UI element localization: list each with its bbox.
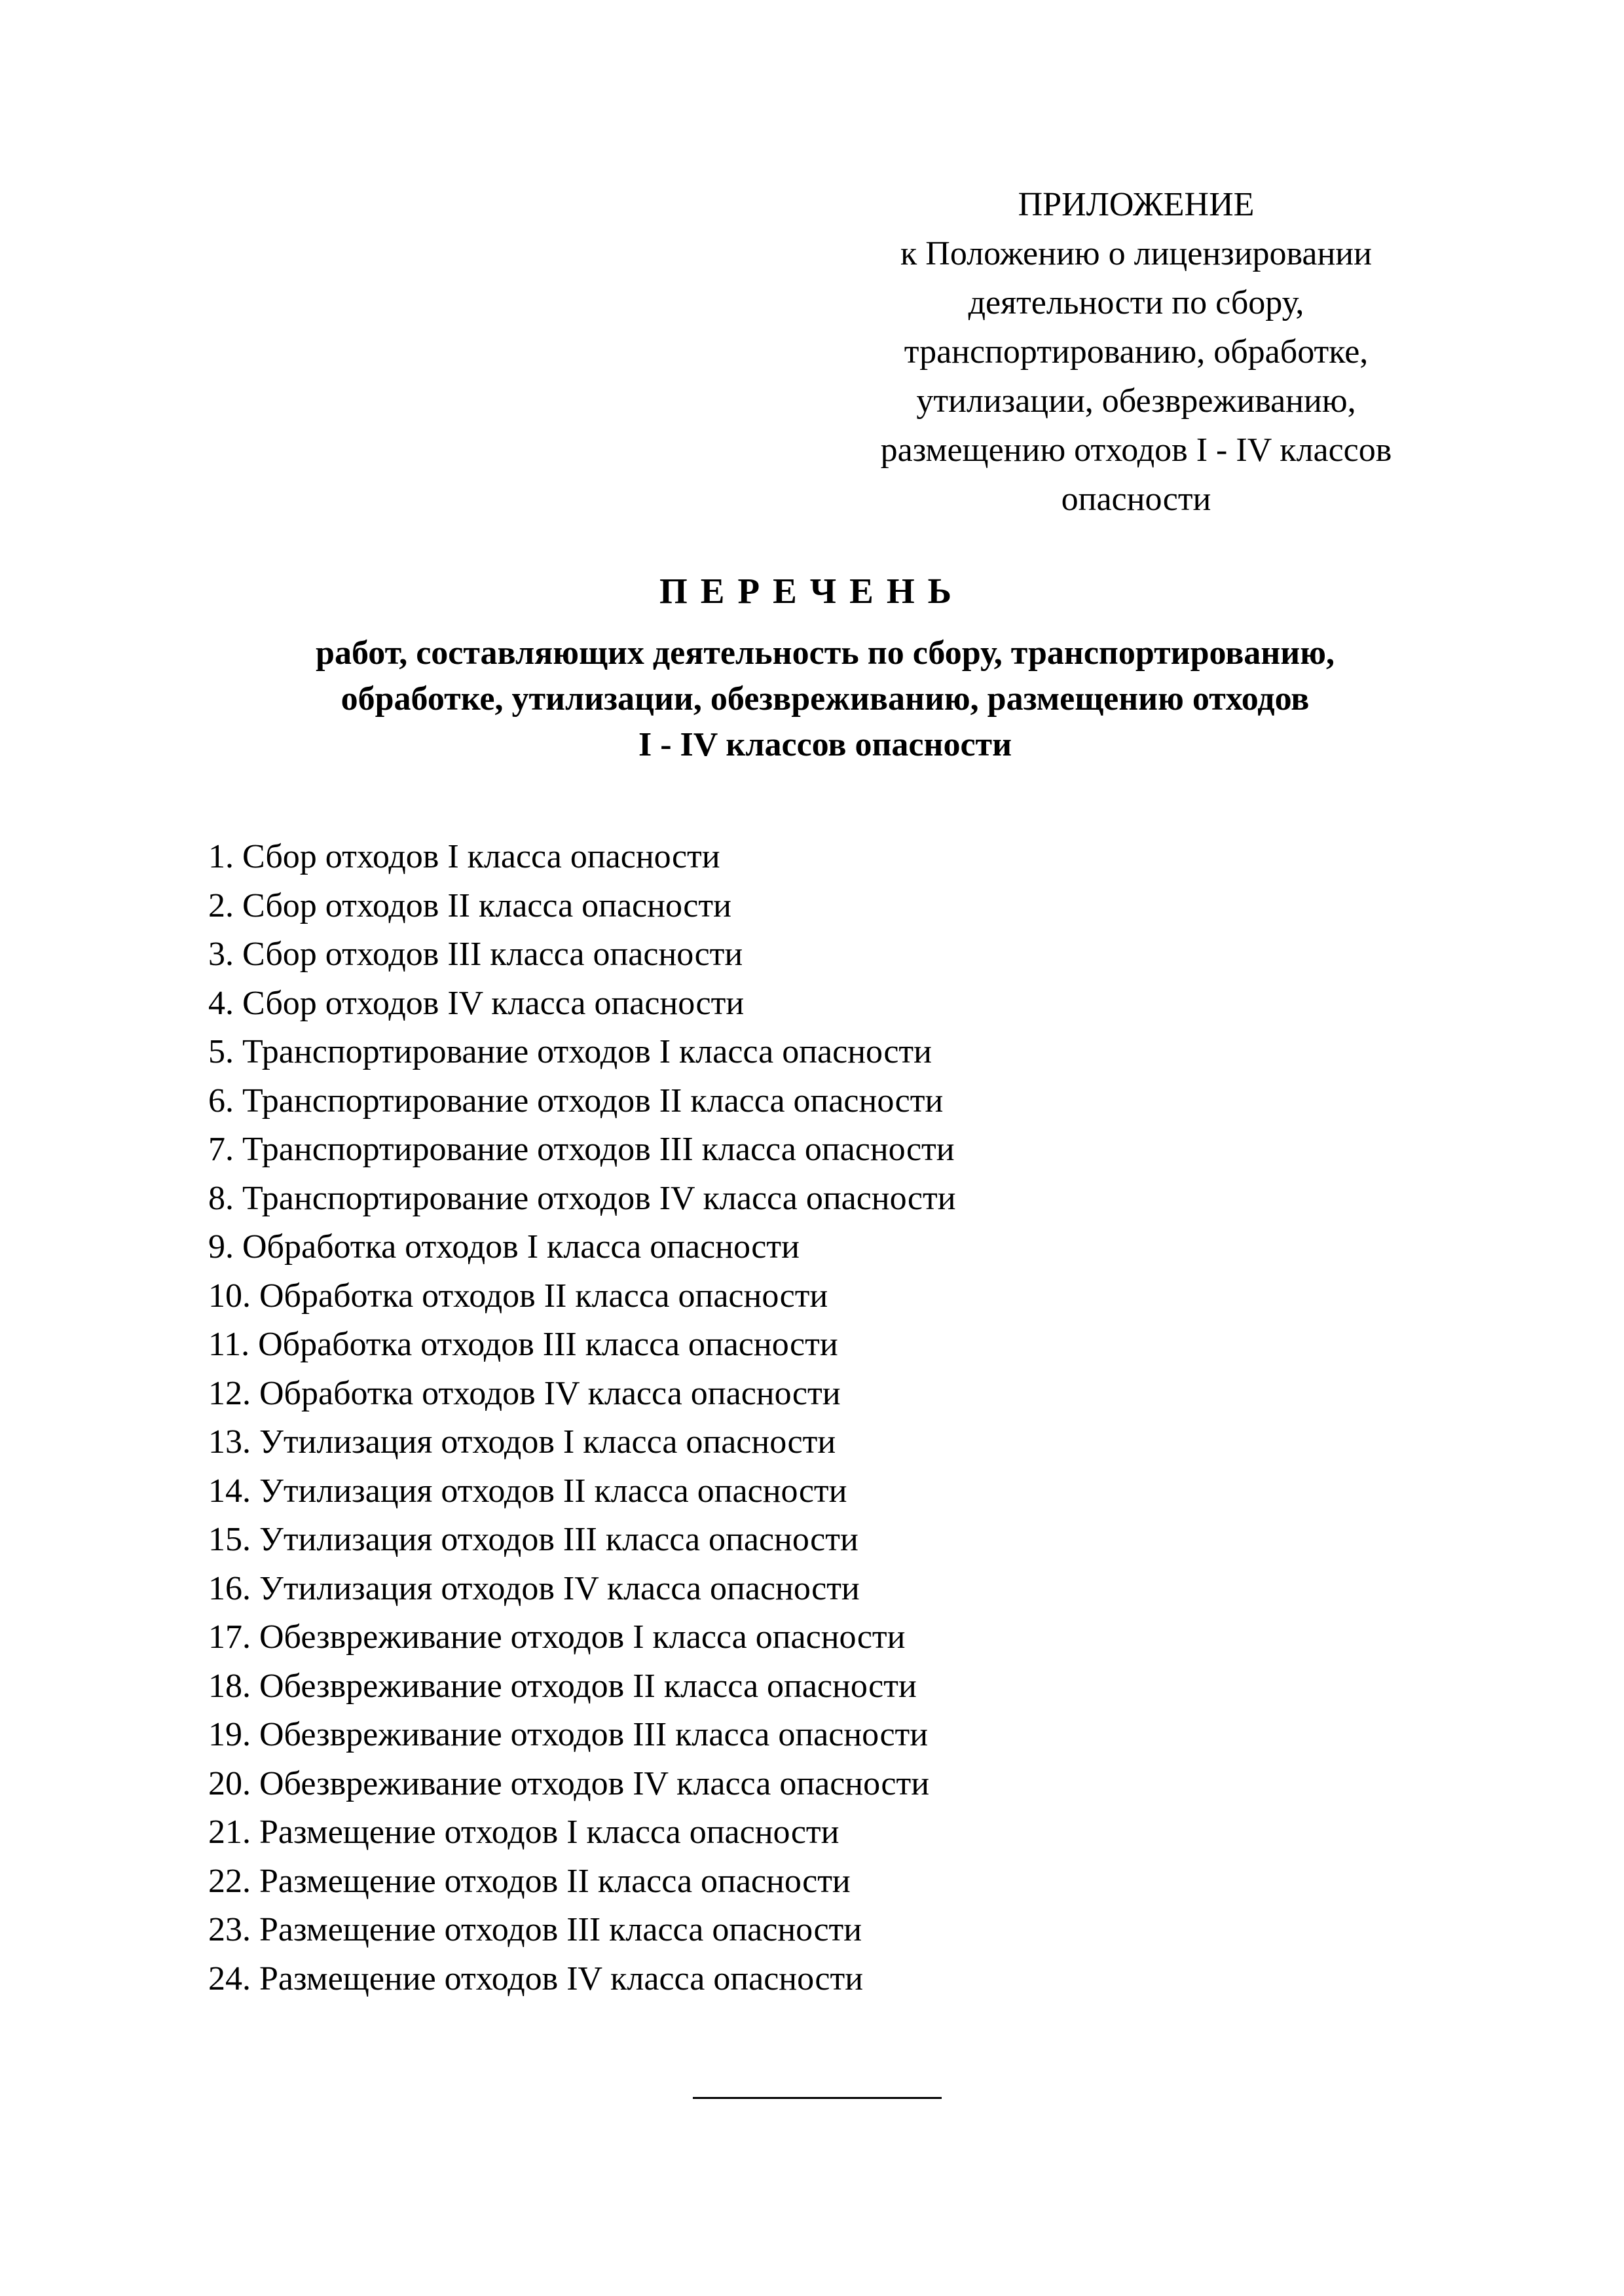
list-item: 11. Обработка отходов III класса опасности [208, 1326, 838, 1363]
end-divider [693, 2097, 942, 2099]
appendix-line: транспортированию, обработке, [904, 333, 1369, 371]
list-item: 1. Сбор отходов I класса опасности [208, 838, 720, 875]
list-item: 6. Транспортирование отходов II класса опасности [208, 1082, 944, 1120]
appendix-line: утилизации, обезвреживанию, [916, 382, 1356, 420]
list-item: 21. Размещение отходов I класса опасности [208, 1813, 840, 1851]
list-item: 23. Размещение отходов III класса опасности [208, 1911, 862, 1948]
list-item: 5. Транспортирование отходов I класса опасности [208, 1033, 932, 1070]
document-subtitle [223, 630, 1428, 768]
subtitle-line: I - IV классов опасности [638, 726, 1012, 763]
list-item: 10. Обработка отходов II класса опасности [208, 1277, 828, 1315]
list-item: 3. Сбор отходов III класса опасности [208, 936, 743, 973]
appendix-line: размещению отходов I - IV классов [880, 431, 1392, 469]
list-item: 19. Обезвреживание отходов III класса опасности [208, 1716, 929, 1753]
list-item: 18. Обезвреживание отходов II класса опасности [208, 1667, 917, 1705]
list-item: 7. Транспортирование отходов III класса опасности [208, 1131, 955, 1168]
list-item: 17. Обезвреживание отходов I класса опасности [208, 1618, 906, 1656]
appendix-header [835, 180, 1437, 524]
list-item: 13. Утилизация отходов I класса опасности [208, 1423, 836, 1461]
subtitle-line: работ, составляющих деятельность по сбору, транспортированию, [316, 634, 1335, 672]
list-item: 14. Утилизация отходов II класса опасности [208, 1472, 847, 1510]
appendix-line: опасности [1061, 481, 1211, 518]
list-item: 20. Обезвреживание отходов IV класса опасности [208, 1764, 930, 1802]
list-item: 22. Размещение отходов II класса опасности [208, 1862, 851, 1900]
list-item: 4. Сбор отходов IV класса опасности [208, 984, 745, 1022]
document-title: ПЕРЕЧЕНЬ [659, 571, 965, 611]
list-item: 15. Утилизация отходов III класса опасности [208, 1521, 858, 1558]
appendix-line: ПРИЛОЖЕНИЕ [1018, 186, 1255, 223]
appendix-line: к Положению о лицензировании [900, 235, 1372, 272]
list-item: 8. Транспортирование отходов IV класса опасности [208, 1179, 956, 1217]
list-item: 16. Утилизация отходов IV класса опасности [208, 1569, 860, 1607]
subtitle-line: обработке, утилизации, обезвреживанию, размещению отходов [341, 680, 1310, 718]
list-item: 2. Сбор отходов II класса опасности [208, 886, 731, 924]
appendix-line: деятельности по сбору, [968, 284, 1304, 321]
list-item: 9. Обработка отходов I класса опасности [208, 1228, 800, 1266]
list-item: 12. Обработка отходов IV класса опасности [208, 1374, 841, 1412]
list-item: 24. Размещение отходов IV класса опасности [208, 1959, 864, 1997]
works-list [208, 833, 956, 2003]
